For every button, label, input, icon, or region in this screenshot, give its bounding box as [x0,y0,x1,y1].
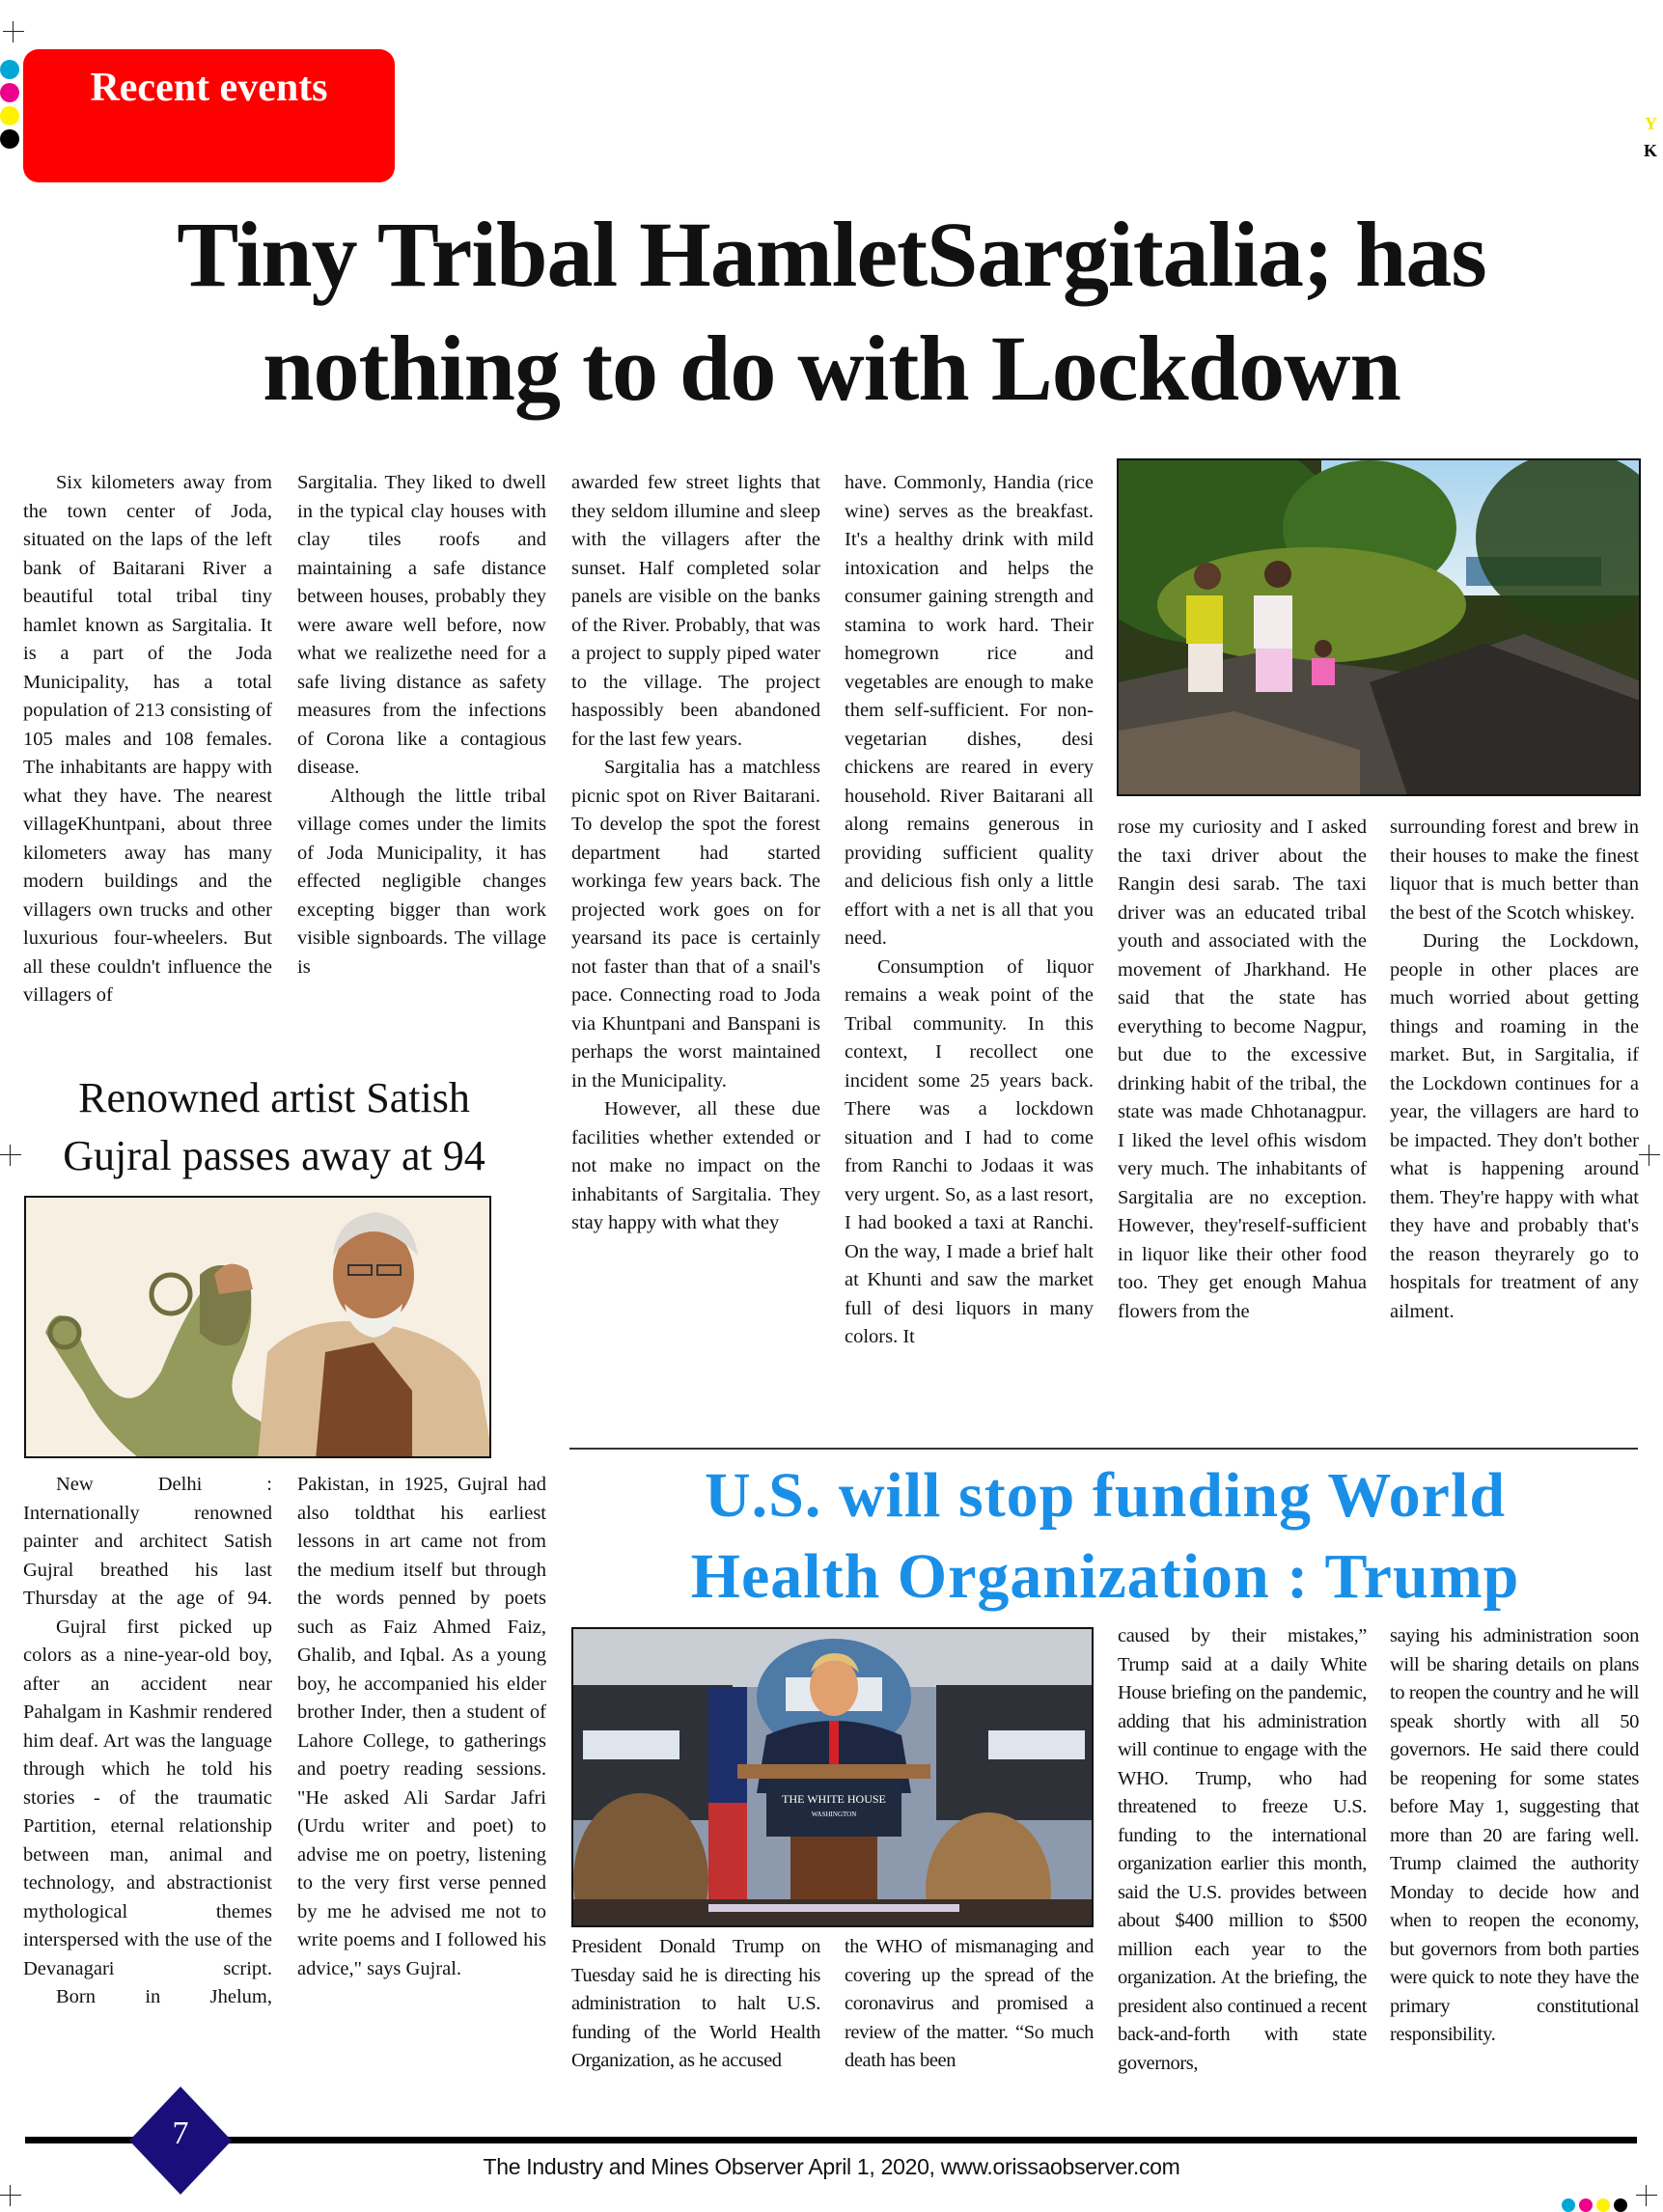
registration-cross-icon [1639,1145,1660,1166]
page-number: 7 [172,2115,189,2151]
main-headline [0,198,1663,426]
artist-photo [24,1196,491,1458]
article1-column-4 [845,469,1094,1352]
registration-cross-icon [3,21,24,42]
paragraph: New Delhi : Internationally renowned painter and architect Satish Gujral breathed his last Thursday at the age of 94. [23,1474,272,1609]
paragraph: President Donald Trump on Tuesday said he is directing his administration to halt U.S. funding of the World Health Organization, as he accused [571,1936,820,2071]
paragraph: Sargitalia. They liked to dwell in the typical clay houses with clay tiles roofs and maintaining a safe distance between houses, probably they were aware well before, now what we realizethe need for a safe living distance as safety measures from the infections of Corona like a contagious disease. [297,472,546,778]
podium-text: THE WHITE HOUSE [782,1792,886,1806]
article3-headline-line1: U.S. will stop funding World [704,1460,1507,1531]
registration-cross-icon [0,1145,21,1166]
photo-villagers-icon [1119,460,1641,796]
paragraph: the WHO of mismanaging and covering up the spread of the coronavirus and promised a review of the matter. “So much death has been [845,1936,1094,2071]
main-headline-line1: Tiny Tribal HamletSargitalia; has [177,203,1486,306]
article2-column-1 [23,1471,272,2012]
paragraph: Sargitalia has a matchless picnic spot on River Baitarani. To develop the spot the forest department had started workinga few years back. The projected work goes on for yearsand its pace is certainly not faster than that of a snail's pace. Connecting road to Joda via Khuntpani and Banspani is perhaps the worst maintained in the Municipality. [571,757,820,1092]
main-headline-line2: nothing to do with Lockdown [263,317,1400,420]
registration-cross-icon [1636,2185,1657,2206]
footer-text: The Industry and Mines Observer April 1, 2020, www.orissaobserver.com [483,2154,1180,2179]
magenta-registration-dot-icon [0,83,19,102]
article1-column-5 [1118,814,1367,1326]
paragraph: have. Commonly, Handia (rice wine) serves as the breakfast. It's a healthy drink with mild intoxication and helps the consumer gaining strength and stamina to work hard. Their homegrown rice and vegetables are enough to make them self-sufficient. For non-vegetarian dishes, desi chickens are reared in every household. River Baitarani all along remains generous in providing sufficient quality and delicious fish only a little effort with a net is all that you need. [845,472,1094,949]
article3-column-3 [1118,1622,1367,2078]
article1-column-2 [297,469,546,982]
black-registration-dot-icon [1614,2198,1627,2212]
cyan-registration-dot-icon [0,60,19,79]
article2-column-2 [297,1471,546,1983]
article1-column-6 [1390,814,1639,1326]
paragraph: Gujral first picked up colors as a nine-year-old boy, after an accident near Pahalgam in Kashmir rendered him deaf. Art was the language through which he told his stories - of the traumatic Partition, eternal relationship between man, animal and technology, and abstractionist mythological themes interspersed with the use of the Devanagari script. [23,1616,272,1979]
paragraph: Six kilometers away from the town center of Joda, situated on the laps of the left bank of Baitarani River a beautiful total tribal tiny hamlet known as Sargitalia. It is a part of the Joda Municipality, has a total population of 213 consisting of 105 males and 108 females. The inhabitants are happy with what they have. The nearest villageKhuntpani, about three kilometers away has many modern buildings and the villagers own trucks and other luxurious four-wheelers. But all these couldn't influence the villagers of [23,472,272,1006]
villagers-photo [1117,458,1641,796]
paragraph: awarded few street lights that they seldom illumine and sleep with the villagers after the sunset. Half completed solar panels are visible on the banks of the River. Probably, that was a project to supply piped water to the village. The project haspossibly been abandoned for the last few years. [571,472,820,750]
press-briefing-photo [571,1627,1094,1927]
article3-column-4 [1390,1622,1639,2050]
article2-headline [23,1069,525,1185]
paragraph: Although the little tribal village comes under the limits of Joda Municipality, it has effected negligible changes excepting bigger than work visible signboards. The village is [297,785,546,978]
article2-headline-line2: Gujral passes away at 94 [63,1132,485,1179]
section-tag [23,49,395,182]
yellow-registration-dot-icon [0,106,19,125]
paragraph: rose my curiosity and I asked the taxi driver about the Rangin desi sarab. The taxi driver was an educated tribal youth and associated with the movement of Jharkhand. He said that the state has everything to become Nagpur, but due to the excessive drinking habit of the tribal, the state was made Chhotanagpur. I liked the level ofhis wisdom very much. The inhabitants of Sargitalia are no exception. However, they'reself-sufficient in liquor like their other food too. They get enough Mahua flowers from the [1118,816,1367,1322]
section-tag-label: Recent events [90,66,328,110]
photo-artist-icon [26,1198,491,1458]
podium-subtext: WASHINGTON [811,1811,857,1818]
paragraph: During the Lockdown, people in other places are much worried about getting things and roaming in the market. But, in Sargitalia, if the Lockdown continues for a year, the villagers are hard to be impacted. They don't bother what is happening around them. They're happy with what they have and probably that's the reason theyrarely go to hospitals for treatment of any ailment. [1390,930,1639,1322]
paragraph: Born in Jhelum, [56,1986,272,2007]
footer-rule [25,2137,1637,2143]
article1-column-1 [23,469,272,1010]
paragraph: saying his administration soon will be sharing details on plans to reopen the country and he will speak shortly with all 50 governors. He said there could be reopening for some states before May 1, suggesting that more than 20 are faring well. Trump claimed the authority Monday to decide how and when to reopen the economy, but governors from both parties were quick to note they have the primary constitutional responsibility. [1390,1625,1639,2045]
black-registration-dot-icon [0,129,19,149]
article3-headline-line2: Health Organization : Trump [690,1541,1520,1612]
magenta-registration-dot-icon [1579,2198,1593,2212]
photo-press-briefing-icon [573,1629,1094,1927]
paragraph: caused by their mistakes,” Trump said at a daily White House briefing on the pandemic, adding that his administration will continue to engage with the WHO. Trump, who had threatened to freeze U.S. funding to the international organization earlier this month, said the U.S. provides between about $400 million to $500 million each year to the organization. At the briefing, the president also continued a recent back-and-forth with state governors, [1118,1625,1367,2074]
section-divider [569,1448,1638,1450]
paragraph: Pakistan, in 1925, Gujral had also toldthat his earliest lessons in art came not from the medium itself but through the words penned by poets such as Faiz Ahmed Faiz, Ghalib, and Iqbal. As a young boy, he accompanied his elder brother Inder, then a student of Lahore College, to gatherings and poetry reading sessions. "He asked Ali Sardar Jafri (Urdu writer and poet) to advise me on poetry, listening to the very first verse penned by me he advised me not to write poems and I followed his advice," says Gujral. [297,1474,546,1979]
cyan-registration-dot-icon [1562,2198,1575,2212]
registration-cross-icon [0,2185,21,2206]
article2-headline-line1: Renowned artist Satish [78,1074,470,1121]
yellow-registration-dot-icon [1596,2198,1610,2212]
color-bar-k: K [1643,141,1657,160]
article3-column-1 [571,1933,820,2076]
paragraph: Consumption of liquor remains a weak point of the Tribal community. In this context, I recollect one incident some 25 years back. There was a lockdown situation and I had to come from Ranchi to Jodaas it was very urgent. So, as a last resort, I had booked a taxi at Ranchi. On the way, I made a brief halt at Khunti and saw the market full of desi liquors in many colors. It [845,955,1094,1347]
paragraph: However, all these due facilities whether extended or not make no impact on the inhabitants of Sargitalia. They stay happy with what they [571,1098,820,1233]
article1-column-3 [571,469,820,1238]
color-bar-y: Y [1645,114,1657,133]
paragraph: surrounding forest and brew in their houses to make the finest liquor that is much better than the best of the Scotch whiskey. [1390,816,1639,924]
article3-headline [579,1455,1631,1618]
article3-column-2 [845,1933,1094,2076]
